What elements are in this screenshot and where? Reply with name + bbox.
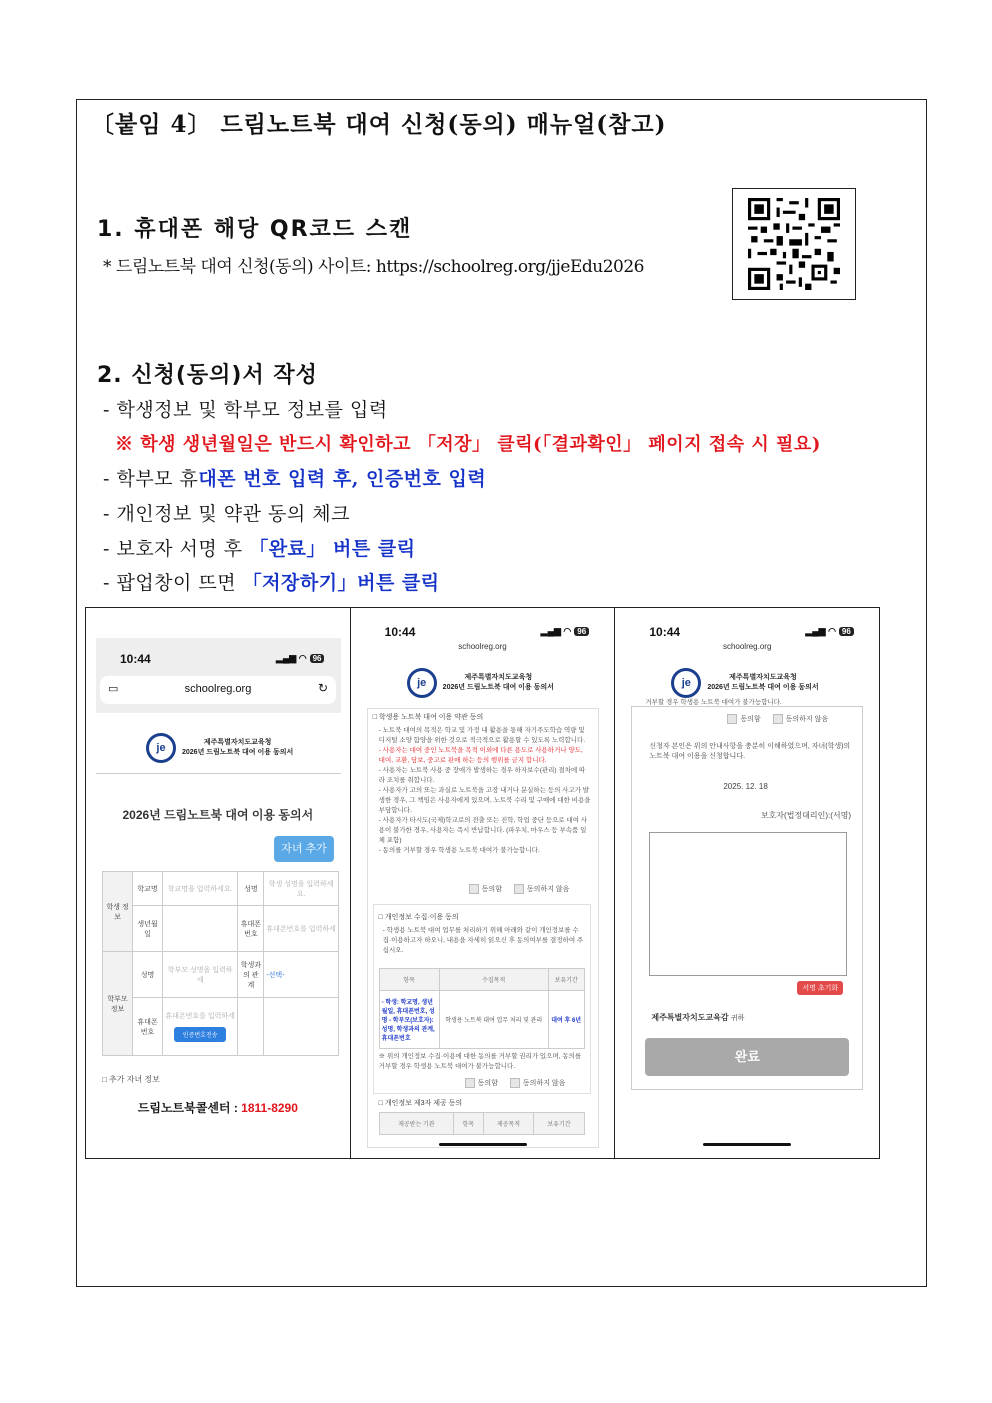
- header-doc: 2026년 드림노트북 대여 이용 동의서: [442, 684, 554, 691]
- screenshots-panel: [85, 607, 880, 1159]
- privacy-text: - 학생용 노트북 대여 업무를 처리하기 위해 아래와 같이 개인정보를 수집·이용하고자 하오니, 내용을 자세히 읽으신 후 동의여부를 결정하여 주십시오.: [382, 927, 584, 954]
- battery-badge: 96: [574, 627, 589, 636]
- status-icons: ▂▄▆ ◠ 96: [276, 653, 324, 664]
- third-col1: 제공받는 기관: [379, 1113, 453, 1135]
- agree-checkbox[interactable]: [465, 1078, 475, 1088]
- third-party-title: □ 개인정보 제3자 제공 동의: [378, 1100, 463, 1107]
- term-item: - 노트북 대여의 목적은 학교 및 가정 내 활용을 통해 자기주도학습 역량 및 디지털 소양 함양을 위한 것으로 적극적으로 활용할 수 있도록 노력합니다.: [378, 727, 586, 744]
- site-header: [146, 733, 293, 763]
- phone-screenshot-2: [351, 608, 616, 1158]
- step2-line6: [103, 568, 440, 595]
- reload-icon[interactable]: ↻: [317, 681, 328, 695]
- step2-heading: 2. 신청(동의)서 작성: [97, 363, 318, 388]
- privacy-title: □ 개인정보 수집·이용 동의: [378, 914, 459, 921]
- status-icons: ▂▄▆ ◠ 96: [541, 626, 589, 637]
- disagree-label: 동의하지 않음: [526, 886, 570, 893]
- header-org: 제주특별자치도교육청: [464, 674, 533, 681]
- row-period: 대여 후 6년: [548, 991, 584, 1049]
- line6-bold: 「저장하기」버튼 클릭: [242, 572, 440, 594]
- status-time: 10:44: [120, 652, 151, 666]
- page-title: 〔붙임 4〕 드림노트북 대여 신청(동의) 매뉴얼(참고): [91, 111, 667, 138]
- qr-code: [732, 188, 856, 300]
- relation-label: 학생과의 관계: [238, 952, 264, 998]
- qr-code-icon: [748, 198, 840, 290]
- recipient-name: 제주특별자치도교육감: [651, 1013, 729, 1022]
- logo-icon: je: [407, 668, 437, 698]
- step2-line4: - 개인정보 및 약관 동의 체크: [103, 503, 351, 525]
- header-text: [443, 673, 554, 693]
- term-item: - 사용자는 대여 중인 노트북을 목적 이외에 다른 용도로 사용하거나 양도, 대여, 교환, 담보, 중고로 판매 하는 등의 행위를 금지 합니다.: [378, 747, 583, 764]
- call-center: [86, 1099, 350, 1116]
- line3-pre: - 학부모 휴: [103, 468, 199, 490]
- send-auth-button[interactable]: 인증번호전송: [174, 1027, 226, 1042]
- parent-phone-input[interactable]: 휴대폰번호를 입력하세: [165, 1013, 235, 1020]
- reset-signature-button[interactable]: 서명 초기화: [797, 981, 843, 995]
- student-info-label: 학생 정보: [103, 872, 133, 952]
- status-time: 10:44: [384, 625, 416, 639]
- third-party-table: [379, 1112, 585, 1135]
- col-purpose: 수집목적: [439, 969, 548, 991]
- disagree-checkbox[interactable]: [773, 714, 783, 724]
- agree-label: 동의함: [477, 1080, 498, 1087]
- header-doc: 2026년 드림노트북 대여 이용 동의서: [182, 749, 294, 756]
- address-url: schoolreg.org: [458, 642, 507, 651]
- line3-bold: 대폰 번호 입력 후, 인증번호 입력: [198, 468, 487, 490]
- site-prefix: * 드림노트북 대여 신청(동의) 사이트:: [103, 257, 376, 277]
- logo-icon: je: [146, 733, 176, 763]
- row-purpose: 학생용 노트북 대여 업무 처리 및 관리: [439, 991, 548, 1049]
- school-label: 학교명: [133, 872, 163, 906]
- disagree-label: 동의하지 않음: [522, 1080, 566, 1087]
- step2-line5: [103, 534, 416, 561]
- student-form-table: [102, 871, 339, 1056]
- step2-line1: - 학생정보 및 학부모 정보를 입력: [103, 399, 388, 421]
- terms-list: [379, 726, 591, 856]
- call-center-number: 1811-8290: [241, 1101, 298, 1115]
- header-doc: 2026년 드림노트북 대여 이용 동의서: [707, 684, 819, 691]
- term-item: - 사용자가 타시도(국제)학교로의 전출 또는 진학, 학업 중단 등으로 대여 사용이 불가한 경우, 사용자는 즉시 반납합니다. (파우치, 마우스 등 부속품 일체 포함): [378, 817, 588, 844]
- parent-phone-label: 휴대폰번호: [133, 998, 163, 1056]
- row-item: - 학생: 학교명, 생년월일, 휴대폰번호, 성명 - 학부모(보호자): 성명, 학생과의 관계, 휴대폰번호: [379, 991, 439, 1049]
- signature-pad[interactable]: [649, 832, 847, 976]
- disagree-checkbox[interactable]: [514, 884, 524, 894]
- site-header: [407, 668, 554, 698]
- name-label: 성명: [238, 872, 264, 906]
- final-consent: [727, 714, 828, 724]
- parent-info-label: 학부모 정보: [103, 952, 133, 1056]
- line6-pre: - 팝업창이 뜨면: [103, 572, 243, 594]
- complete-button[interactable]: 완료: [645, 1038, 849, 1076]
- top-text: 거부할 경우 학생용 노트북 대여가 불가능합니다.: [645, 699, 782, 706]
- header-org: 제주특별자치도교육청: [203, 739, 272, 746]
- terms-consent: [469, 884, 570, 894]
- phone-screenshot-1: [86, 608, 351, 1158]
- confirm-text: 신청자 본인은 위의 안내사항을 충분히 이해하였으며, 자녀(학생)의 노트북 대여 이용을 신청합니다.: [649, 743, 851, 760]
- guardian-label: 보호자(법정대리인):(서명): [760, 811, 852, 820]
- school-input[interactable]: 학교명을 입력하세요.: [163, 872, 238, 906]
- battery-badge: 96: [839, 627, 854, 636]
- header-divider: [96, 773, 341, 774]
- phone-label: 휴대폰번호: [238, 906, 264, 952]
- disagree-checkbox[interactable]: [510, 1078, 520, 1088]
- agree-label: 동의함: [481, 886, 502, 893]
- sign-date: 2025. 12. 18: [723, 782, 768, 791]
- extra-child-label: □ 추가 자녀 정보: [102, 1075, 160, 1084]
- third-col2: 항목: [453, 1113, 483, 1135]
- term-item: - 사용자는 노트북 사용 중 장애가 발생하는 경우 하자보수(관리) 절차에 따라 조치를 취합니다.: [378, 767, 586, 784]
- step1-heading: 1. 휴대폰 해당 QR코드 스캔: [97, 217, 413, 242]
- privacy-table: [379, 968, 585, 1049]
- tabs-icon[interactable]: ▭: [108, 683, 119, 695]
- form-title: 2026년 드림노트북 대여 이용 동의서: [122, 808, 314, 822]
- birth-label: 생년월일: [133, 906, 163, 952]
- address-url: schoolreg.org: [184, 683, 252, 695]
- home-indicator: [439, 1143, 527, 1146]
- agree-checkbox[interactable]: [469, 884, 479, 894]
- header-text: [182, 738, 293, 758]
- relation-select[interactable]: -선택-: [264, 952, 339, 998]
- empty-cell: [238, 998, 264, 1056]
- add-child-button[interactable]: 자녀 추가: [274, 836, 334, 862]
- parent-phone-cell: [163, 998, 238, 1056]
- student-name-input[interactable]: 학생 성명을 입력하세요.: [264, 872, 339, 906]
- agree-label: 동의함: [740, 716, 761, 723]
- student-phone-input[interactable]: 휴대폰번호를 입력하세: [264, 906, 339, 952]
- col-period: 보유기간: [548, 969, 584, 991]
- home-indicator: [703, 1143, 791, 1146]
- line5-pre: - 보호자 서명 후: [103, 538, 250, 560]
- document-frame: [76, 99, 927, 1287]
- recipient: [651, 1012, 744, 1023]
- site-line: [103, 252, 644, 277]
- parent-name-input[interactable]: 학부모 성명을 입력하세: [163, 952, 238, 998]
- header-org: 제주특별자치도교육청: [729, 674, 797, 681]
- address-bar[interactable]: [100, 676, 336, 704]
- col-item: 항목: [379, 969, 439, 991]
- status-icons: ▂▄▆ ◠ 96: [805, 626, 853, 637]
- header-text: [707, 673, 818, 693]
- third-col4: 보유기간: [534, 1113, 585, 1135]
- line5-bold: 「완료」 버튼 클릭: [249, 538, 416, 560]
- empty-cell: [264, 998, 339, 1056]
- disagree-label: 동의하지 않음: [785, 716, 829, 723]
- recipient-suffix: 귀하: [730, 1015, 745, 1022]
- site-url[interactable]: https://schoolreg.org/jjeEdu2026: [375, 257, 644, 277]
- step2-line2: ※ 학생 생년월일은 반드시 확인하고 「저장」 클릭(「결과확인」 페이지 접속 시 필요): [115, 434, 821, 455]
- step2-line3: [103, 464, 486, 491]
- battery-badge: 96: [310, 654, 325, 663]
- privacy-note: ※ 위의 개인정보 수집·이용에 대한 동의를 거부할 권리가 있으며, 동의를 거부할 경우 학생용 노트북 대여가 불가능합니다.: [378, 1053, 582, 1070]
- logo-icon: je: [671, 668, 701, 698]
- agree-checkbox[interactable]: [727, 714, 737, 724]
- terms-title: □ 학생용 노트북 대여 이용 약관 동의: [372, 714, 484, 721]
- privacy-consent: [465, 1078, 566, 1088]
- term-item: - 사용자가 고의 또는 과실로 노트북을 고장 내거나 분실하는 등의 사고가 발생한 경우, 그 책임은 사용자에게 있으며, 노트북 수리 및 구매에 대한 비용을 부담합니다.: [378, 787, 591, 814]
- address-url: schoolreg.org: [722, 642, 772, 651]
- parent-name-label: 성명: [133, 952, 163, 998]
- birth-input[interactable]: [163, 906, 238, 952]
- third-col3: 제공목적: [483, 1113, 534, 1135]
- term-item: - 동의를 거부할 경우 학생용 노트북 대여가 불가능합니다.: [378, 847, 540, 854]
- site-header: [671, 668, 818, 698]
- call-center-label: 드림노트북콜센터 :: [137, 1101, 242, 1115]
- status-time: 10:44: [649, 625, 681, 639]
- phone-screenshot-3: [615, 608, 879, 1158]
